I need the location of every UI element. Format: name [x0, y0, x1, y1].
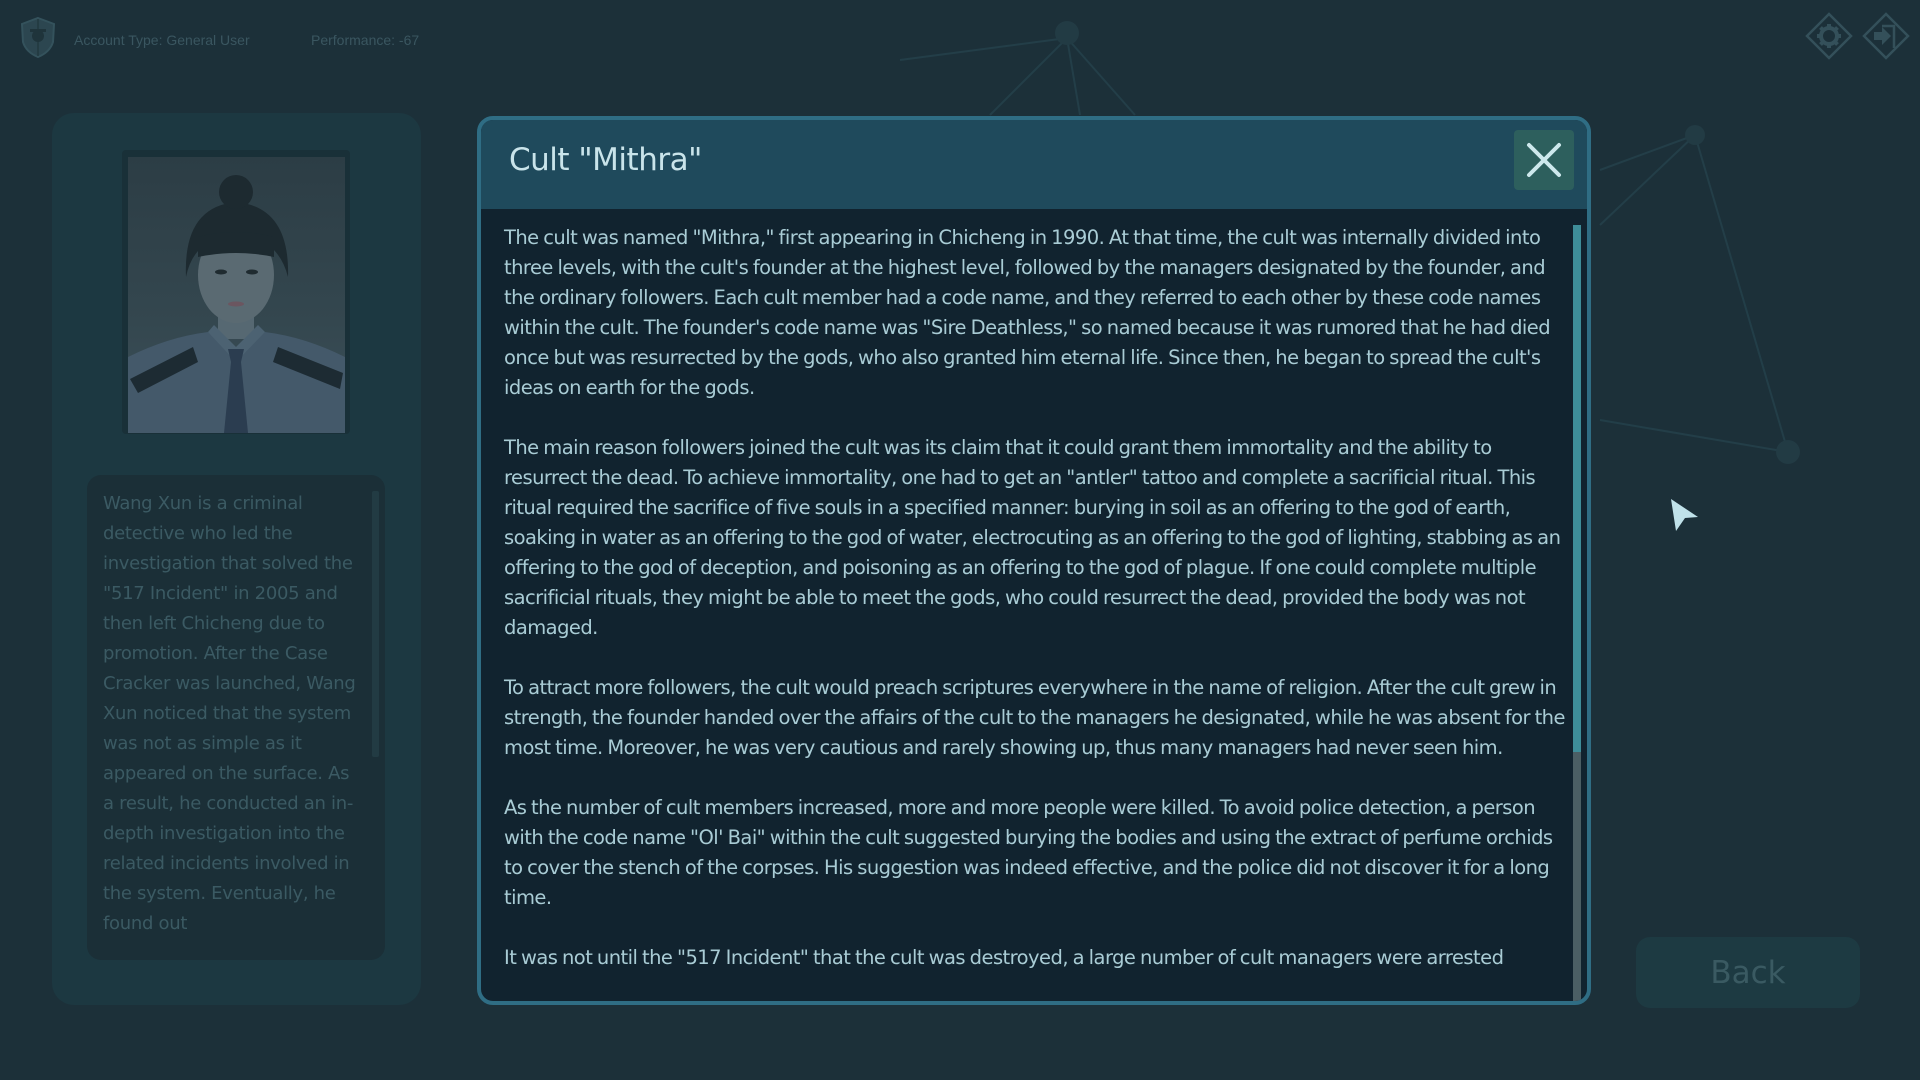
- bio-text: Wang Xun is a criminal detective who led the investigation that solved the "517 Incident" in 2005 and then left Chicheng due to promotion. After the Case Cracker was launched, Wang Xun noticed that the system was not as simple as it appeared on the surface. As a result, he conducted an in-depth investigation into the related incidents involved in the system. Eventually, he found out: [103, 493, 356, 934]
- back-button[interactable]: Back: [1636, 937, 1860, 1008]
- portrait-illustration: [128, 157, 345, 433]
- settings-button[interactable]: [1805, 12, 1853, 60]
- modal-scrollbar-thumb[interactable]: [1573, 225, 1581, 752]
- paragraph: It was not until the "517 Incident" that the cult was destroyed, a large number of cult managers were arrested: [504, 946, 1504, 969]
- gear-icon: [1805, 12, 1853, 60]
- logout-button[interactable]: [1862, 12, 1910, 60]
- close-button[interactable]: [1514, 130, 1574, 190]
- modal-text: [504, 223, 1572, 1003]
- modal-body[interactable]: [481, 209, 1587, 1005]
- paragraph: To attract more followers, the cult would preach scriptures everywhere in the name of religion. After the cult grew in strength, the founder handed over the affairs of the cult to the managers he designated, while he was absent for the most time. Moreover, he was very cautious and rarely showing up, thus many managers had never seen him.: [504, 676, 1565, 759]
- logout-icon: [1862, 12, 1910, 60]
- bio-scrollbar[interactable]: [372, 491, 379, 757]
- photo-frame: [122, 150, 350, 434]
- cult-info-modal: [477, 116, 1591, 1005]
- mouse-cursor-icon: [1668, 497, 1700, 533]
- paragraph: The cult was named "Mithra," first appearing in Chicheng in 1990. At that time, the cult was internally divided into three levels, with the cult's founder at the highest level, followed by the managers designated by the founder, and the ordinary followers. Each cult member had a code name, and they referred to each other by these code names within the cult. The founder's code name was "Sire Deathless," so named because it was rumored that he had died once but was resurrected by the gods, who also granted him eternal life. Since then, he began to spread the cult's ideas on earth for the gods.: [504, 226, 1551, 399]
- performance-label: Performance: -67: [311, 32, 420, 48]
- shield-badge-icon: [19, 16, 57, 58]
- account-type-label: Account Type: General User: [74, 32, 250, 48]
- modal-title: Cult "Mithra": [509, 142, 702, 178]
- paragraph: The main reason followers joined the cult was its claim that it could grant them immortality and the ability to resurrect the dead. To achieve immortality, one had to get an "antler" tattoo and complete a sacrificial ritual. This ritual required the sacrifice of five souls in a specified manner: burying in soil as an offering to the god of earth, soaking in water as an offering to the god of water, electrocuting as an offering to the god of lighting, stabbing as an offering to the god of deception, and poisoning as an offering to the god of plague. If one could complete multiple sacrificial rituals, they might be able to meet the gods, who could resurrect the dead, provided the body was not damaged.: [504, 436, 1561, 639]
- profile-panel: [52, 113, 421, 1005]
- profile-photo: [128, 157, 345, 433]
- close-icon: [1514, 130, 1574, 190]
- bio-box[interactable]: [87, 475, 385, 960]
- paragraph: As the number of cult members increased, more and more people were killed. To avoid police detection, a person with the code name "Ol' Bai" within the cult suggested burying the bodies and using the extract of perfume orchids to cover the stench of the corpses. His suggestion was indeed effective, and the police did not discover it for a long time.: [504, 796, 1553, 909]
- modal-header: [481, 120, 1587, 209]
- top-bar: [0, 0, 1920, 80]
